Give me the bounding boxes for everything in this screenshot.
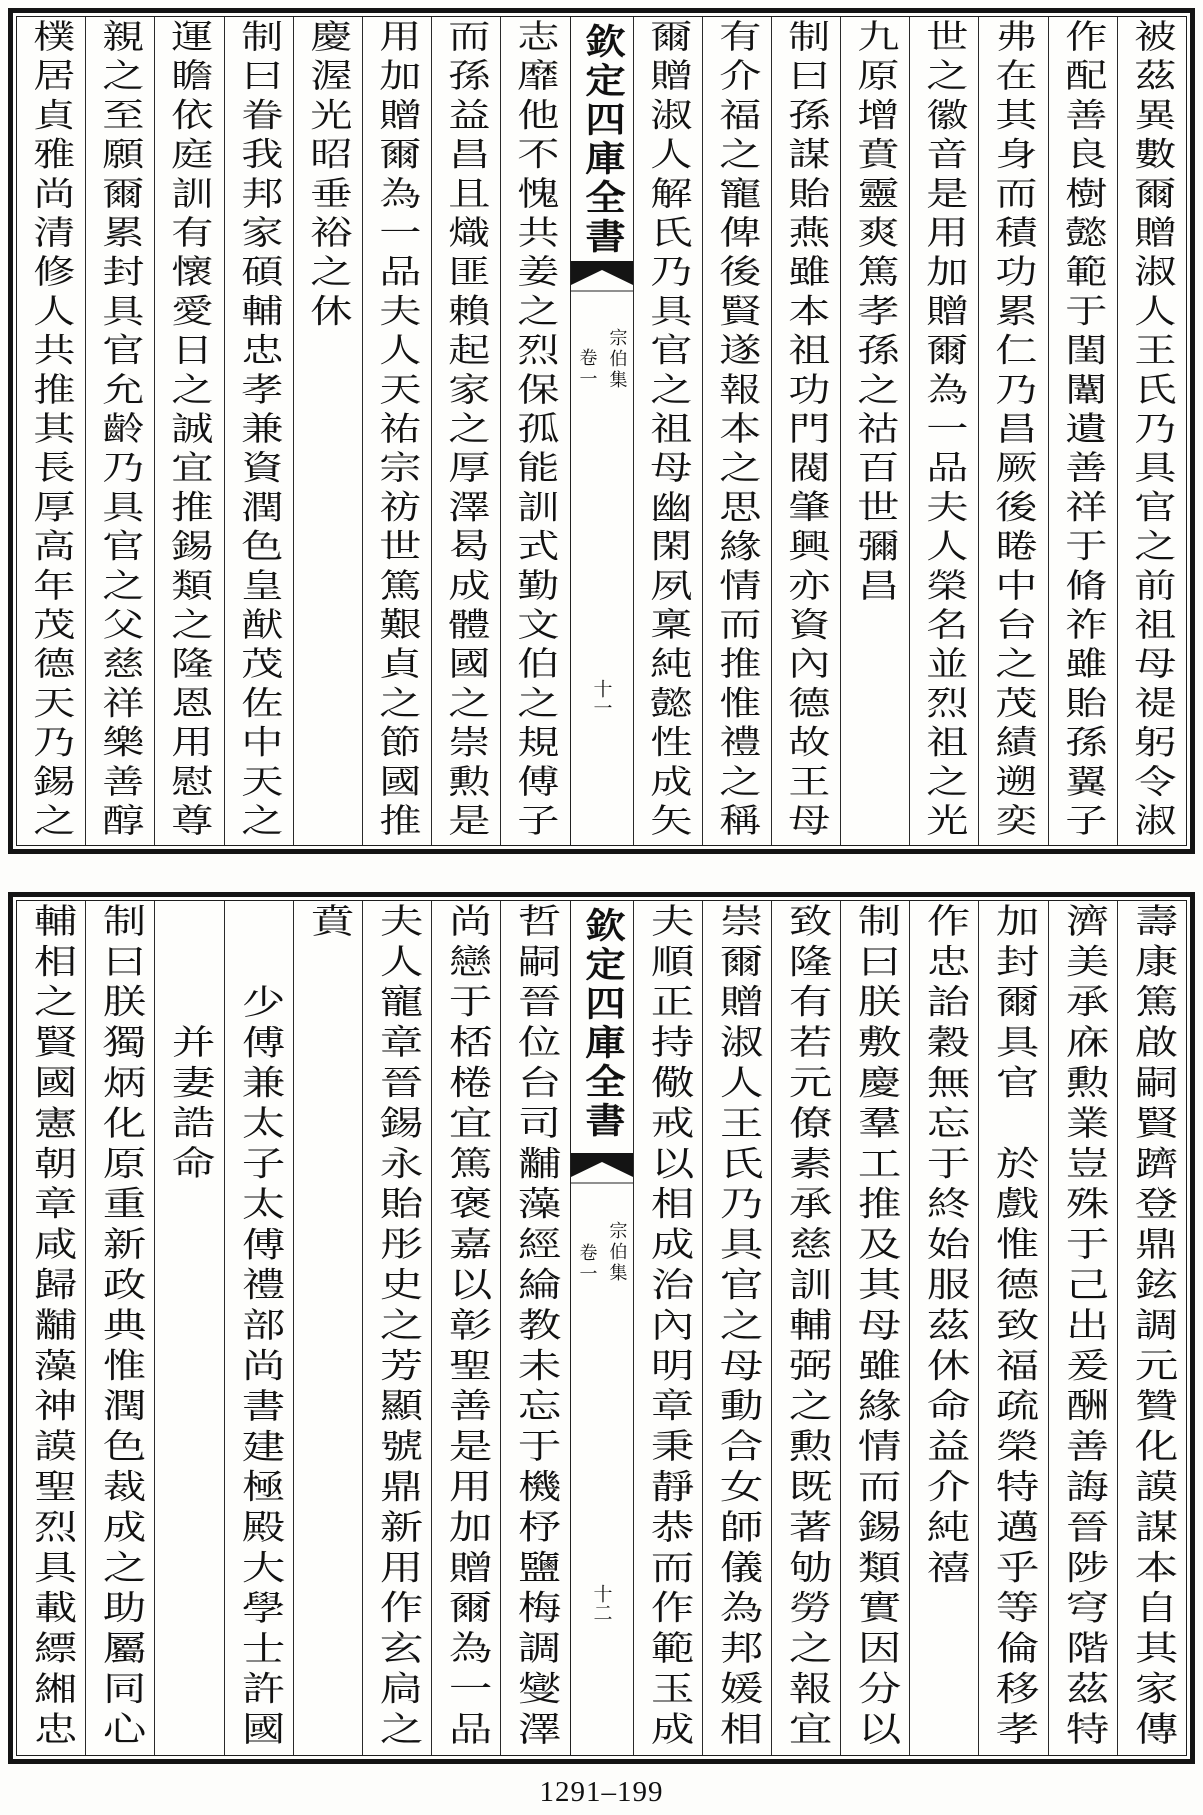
fish-tail-icon <box>571 1153 633 1185</box>
block-heart-spine <box>570 17 633 845</box>
book-title: 宗伯集 <box>606 327 628 391</box>
text-column <box>633 17 702 845</box>
section-heading: 并妻誥命 <box>163 1024 216 1186</box>
column-text: 加封爾具官 於戲惟德致福疏榮特邁乎等倫移孝 <box>988 903 1040 1752</box>
text-column <box>293 901 362 1755</box>
text-column <box>500 17 569 845</box>
text-column <box>1048 901 1117 1755</box>
leaf-frame <box>16 900 1187 1756</box>
text-column <box>702 17 771 845</box>
column-text: 輔相之賢國憲朝章咸歸黼藻神謨聖烈具載縹緗忠 <box>25 903 77 1752</box>
text-column <box>978 901 1047 1755</box>
column-text: 賁 <box>302 903 354 944</box>
leaf-number: 十二 <box>590 1584 613 1623</box>
column-text: 崇爾贈淑人王氏乃具官之母動合女師儀為邦媛相 <box>711 903 763 1752</box>
recipient-title-line: 少傅兼太子太傅禮部尚書建極殿大學士許國 <box>233 984 285 1752</box>
text-column <box>85 17 154 845</box>
text-column <box>224 901 293 1755</box>
volume-label: 卷一 <box>576 1242 598 1285</box>
leaf-number: 十一 <box>590 679 613 718</box>
text-column <box>840 17 909 845</box>
column-text: 樸居貞雅尚清修人共推其長厚高年茂德天乃錫之 <box>26 19 77 843</box>
column-text: 尚戀于桮棬宜篤褒嘉以彰聖善是用加贈爾為一品 <box>440 903 492 1752</box>
column-text: 哲嗣晉位台司黼藻經綸教未忘于機杼鹽梅調燮澤 <box>509 903 562 1752</box>
text-column <box>500 901 569 1755</box>
text-column <box>17 901 85 1755</box>
column-text: 作忠詒穀無忘于終始服茲休命益介純禧 <box>918 903 971 1590</box>
text-column <box>840 901 909 1755</box>
text-column <box>154 901 223 1755</box>
text-column <box>1048 17 1117 845</box>
text-column <box>362 17 431 845</box>
leaf-panel-bottom <box>8 892 1195 1764</box>
column-text: 被茲異數爾贈淑人王氏乃具官之前祖母禔躬令淑 <box>1127 19 1178 843</box>
column-text: 而孫益昌且熾匪賴起家之厚澤曷成體國之崇勲是 <box>442 19 492 843</box>
text-column <box>293 17 362 845</box>
text-column <box>909 17 978 845</box>
block-heart-spine <box>570 901 633 1755</box>
text-column <box>1117 901 1186 1755</box>
text-column <box>633 901 702 1755</box>
column-text: 運瞻依庭訓有懷愛日之誠宜推錫類之隆恩用慰尊 <box>165 19 216 843</box>
column-text: 親之至願爾累封具官允齡乃具官之父慈祥樂善醇 <box>96 19 147 843</box>
book-title: 宗伯集 <box>606 1221 628 1285</box>
text-column <box>431 901 500 1755</box>
text-column <box>909 901 978 1755</box>
text-column <box>771 17 840 845</box>
series-title: 欽定四庫全書 <box>578 23 626 257</box>
column-text: 世之徽音是用加贈爾為一品夫人榮名並烈祖之光 <box>920 19 971 843</box>
text-column <box>978 17 1047 845</box>
column-text: 制曰朕獨炳化原重新政典惟潤色裁成之助屬同心 <box>94 903 147 1752</box>
column-text: 制曰朕敷慶羣工推及其母雖緣情而錫類實因分以 <box>849 903 901 1752</box>
column-text: 夫人寵章晉錫永貽彤史之芳顯號鼎新用作玄扃之 <box>371 903 423 1752</box>
text-column <box>702 901 771 1755</box>
column-text: 弗在其身而積功累仁乃昌厥後睠中台之茂績遡奕 <box>989 19 1040 843</box>
column-text: 致隆有若元僚素承慈訓輔弼之勲既著劬勞之報宜 <box>780 903 832 1752</box>
column-text: 制曰孫謀貽燕雖本祖功門閥肇興亦資內德故王母 <box>781 19 832 843</box>
fish-tail-icon <box>571 261 633 293</box>
text-column <box>362 901 431 1755</box>
page-reference: 1291–199 <box>539 1776 664 1808</box>
text-column <box>154 17 223 845</box>
text-column <box>224 17 293 845</box>
column-text: 有介福之寵俾後賢遂報本之思緣情而推惟禮之稱 <box>712 19 763 843</box>
text-column <box>771 901 840 1755</box>
volume-label: 卷一 <box>576 348 598 391</box>
text-column <box>431 17 500 845</box>
column-text: 濟美承庥勲業豈殊于己出爰酬善誨晉陟穹階茲特 <box>1057 903 1109 1752</box>
column-text: 爾贈淑人解氏乃具官之祖母幽閑夙稟純懿性成矢 <box>643 19 694 843</box>
text-column <box>17 17 85 845</box>
column-text: 制曰眷我邦家碩輔忠孝兼資潤色皇猷茂佐中天之 <box>234 19 285 843</box>
column-text: 作配善良樹懿範于閨闈遺善祥于脩祚雖貽孫翼子 <box>1058 19 1109 843</box>
text-column <box>1117 17 1186 845</box>
leaf-panel-top <box>8 8 1195 854</box>
column-text: 壽康篤啟嗣賢躋登鼎鉉調元贊化謨謀本自其家傳 <box>1126 903 1178 1752</box>
column-text: 九原增賁靈爽篤孝孫之祜百世彌昌 <box>850 19 901 607</box>
series-title: 欽定四庫全書 <box>578 907 626 1141</box>
text-column <box>85 901 154 1755</box>
leaf-frame <box>16 16 1187 846</box>
column-text: 志靡他不愧共姜之烈保孤能訓式勤文伯之規傅子 <box>511 19 562 843</box>
column-text: 夫順正持儆戒以相成治內明章秉靜恭而作範玉成 <box>642 903 694 1752</box>
column-text: 慶渥光昭垂裕之休 <box>303 19 354 333</box>
column-text: 用加贈爾為一品夫人天祐宗祊世篤艱貞之節國推 <box>372 19 423 843</box>
